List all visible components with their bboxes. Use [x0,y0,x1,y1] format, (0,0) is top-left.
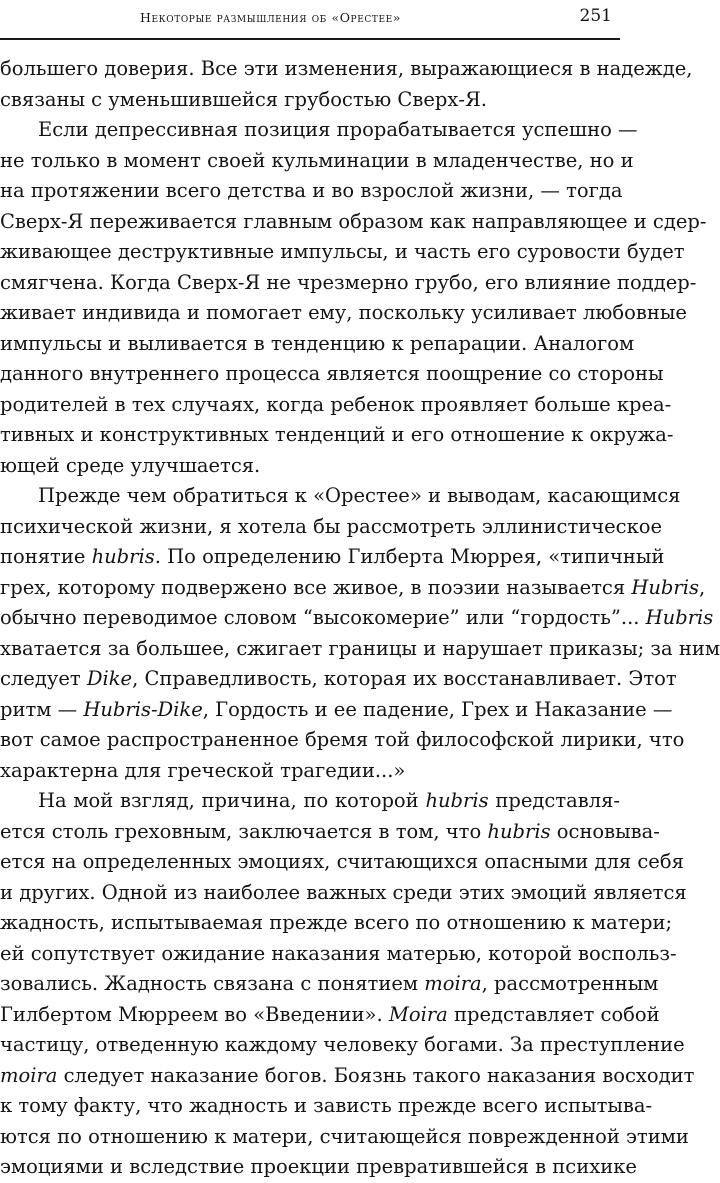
text-line: ется столь греховным, заключается в том, что hubris основыва- [0,819,660,843]
paragraph [0,481,720,786]
paragraph [0,115,707,481]
text-line: импульсы и выливается в тенденцию к репарации. Аналогом [0,331,635,355]
paragraph [0,786,695,1183]
text-line: обычно переводимое словом “высокомерие” или “гордость”... Hubris [0,606,714,629]
text-line: эмоциями и вследствие проекции превратившейся в психике [0,1155,637,1178]
text-line: и других. Одной из наиболее важных среди этих эмоций является [0,880,687,904]
text-line: ей сопутствует ожидание наказания матерью, которой воспольз- [0,941,677,965]
text-line: Если депрессивная позиция прорабатывается успешно — [38,118,638,141]
text-line: на протяжении всего детства и во взрослой жизни, — тогда [0,179,623,202]
running-head: Некоторые размышления об «Орестее» [140,10,402,25]
text-line: moira следует наказание богов. Боязнь такого наказания восходит [0,1063,695,1087]
text-line: ющей среде улучшается. [0,453,261,477]
text-line: психической жизни, я хотела бы рассмотреть эллинистическое [0,514,663,538]
text-line: Сверх-Я переживается главным образом как направляющее и сдер- [0,209,707,233]
text-line: грех, которому подвержено все живое, в поэзии называется Hubris, [0,575,706,599]
text-line: связаны с уменьшившейся грубостью Сверх-Я. [0,87,487,111]
page-number: 251 [579,6,612,26]
text-line: смягчена. Когда Сверх-Я не чрезмерно грубо, его влияние поддер- [0,270,697,294]
text-line: ются по отношению к матери, считающейся поврежденной этими [0,1124,689,1148]
text-line: На мой взгляд, причина, по которой hubris представля- [38,789,620,812]
text-line: характерна для греческой трагедии...» [0,758,406,782]
text-line: ется на определенных эмоциях, считающихся опасными для себя [0,850,684,873]
text-line: живает индивида и помогает ему, поскольку усиливает любовные [0,301,687,324]
text-line: тивных и конструктивных тенденций и его отношение к окружа- [0,423,674,446]
text-line: понятие hubris. По определению Гилберта Мюррея, «типичный [0,545,665,568]
text-line: ритм — Hubris-Dike, Гордость и ее падение, Грех и Наказание — [0,697,673,721]
text-line: не только в момент своей кульминации в младенчестве, но и [0,148,634,172]
body-text [0,54,720,1183]
paragraph [0,54,693,115]
text-line: следует Dike, Справедливость, которая их восстанавливает. Этот [0,667,677,690]
text-line: Прежде чем обратиться к «Орестее» и выводам, касающимся [38,484,681,507]
text-line: частицу, отведенную каждому человеку богами. За преступление [0,1033,685,1056]
header-rule [0,38,620,40]
text-line: к тому факту, что жадность и зависть прежде всего испытыва- [0,1094,653,1117]
text-line: вот самое распространенное бремя той философской лирики, что [0,728,685,751]
text-line: Гилбертом Мюрреем во «Введении». Moira представляет собой [0,1002,660,1026]
text-line: большего доверия. Все эти изменения, выражающиеся в надежде, [0,57,693,80]
text-line: родителей в тех случаях, когда ребенок проявляет больше креа- [0,392,672,416]
text-line: данного внутреннего процесса является поощрение со стороны [0,362,664,385]
page-header [0,6,620,38]
text-line: жадность, испытываемая прежде всего по отношению к матери; [0,911,673,934]
text-line: хватается за большее, сжигает границы и нарушает приказы; за ним [0,636,720,660]
text-line: живающее деструктивные импульсы, и часть его суровости будет [0,240,685,263]
text-line: зовались. Жадность связана с понятием moira, рассмотренным [0,972,659,995]
